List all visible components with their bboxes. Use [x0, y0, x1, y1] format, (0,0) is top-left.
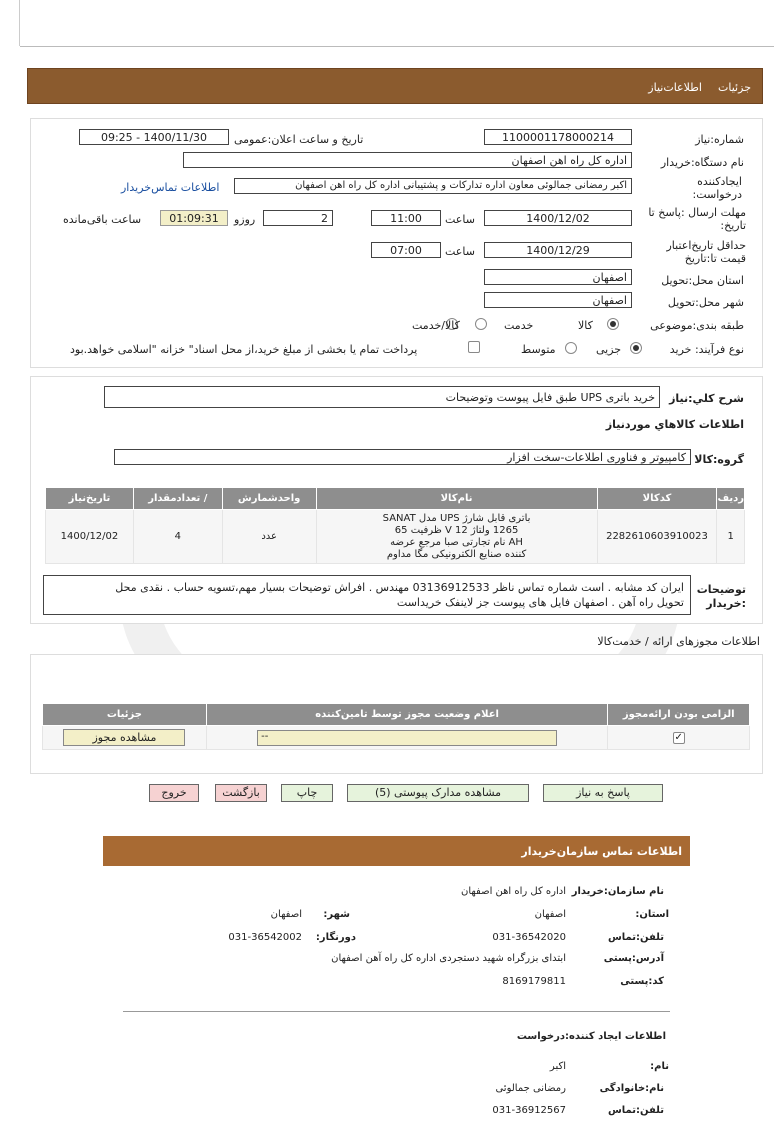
send-time-label: ساعت: [445, 213, 475, 226]
check-icon[interactable]: ✓: [674, 731, 683, 743]
tab-need-info[interactable]: اطلاعات‌نیاز: [648, 81, 702, 94]
city-label: شهر محل:تحویل: [667, 296, 744, 309]
col-code: کدکالا: [597, 488, 717, 510]
buyer-org-field: اداره کل راه اهن اصفهان: [183, 152, 632, 168]
permits-table: [42, 703, 750, 750]
address-value: ابتدای بزرگراه شهید دستجردی اداره کل راه آهن اصفهان: [331, 953, 566, 964]
cell-details: [43, 726, 207, 750]
table-row: [46, 510, 745, 564]
province-label: استان محل:تحویل: [661, 274, 744, 287]
first-name-label: نام:: [650, 1061, 669, 1072]
cell-date: 1400/12/02: [46, 510, 134, 564]
reply-button[interactable]: پاسخ به نیاز: [543, 784, 663, 802]
cell-index: 1: [717, 510, 745, 564]
goods-table: [45, 487, 745, 564]
creator-label: ایجادکننده درخواست:: [692, 175, 742, 201]
validity-time-field: 07:00: [371, 242, 441, 258]
city-value-2: اصفهان: [270, 909, 302, 920]
radio-service[interactable]: [475, 318, 487, 330]
radio-goods-service-label: کالا/خدمت: [412, 319, 460, 332]
cell-qty: 4: [133, 510, 222, 564]
days-label: روزو: [234, 213, 256, 226]
announce-field: 1400/11/30 - 09:25: [79, 129, 229, 145]
days-field: 2: [263, 210, 333, 226]
buyer-notes-field: [43, 575, 691, 615]
radio-medium-label: متوسط: [521, 343, 556, 356]
contact-header: [103, 836, 690, 866]
col-date: تاریخ‌نیاز: [46, 488, 134, 510]
buyer-notes-line: ایران کد مشابه . است شماره تماس ناظر 03136912533 مهندس . افراش توضیحات بسیار مهم،تسویه حساب . نقدی محل: [115, 581, 684, 594]
desc-field: خرید باتری UPS طبق فایل پیوست وتوضیحات: [104, 386, 660, 408]
view-permit-button[interactable]: مشاهده مجوز: [63, 729, 185, 746]
radio-medium[interactable]: [565, 342, 577, 354]
category-label: طبقه بندی:موضوعی: [650, 319, 744, 332]
print-button[interactable]: چاپ: [281, 784, 333, 802]
desc-label: شرح کلي:نیاز: [669, 392, 744, 405]
col-unit: واحدشمارش: [222, 488, 316, 510]
province-field: اصفهان: [484, 269, 632, 285]
creator-field: اکبر رمضانی جمالوئی معاون اداره تدارکات و پشتیبانی اداره کل راه اهن اصفهان: [234, 178, 632, 194]
col-index: ردیف: [717, 488, 745, 510]
last-name-label: نام:خانوادگی: [599, 1083, 664, 1094]
radio-partial[interactable]: [630, 342, 642, 354]
radio-goods-label: کالا: [578, 319, 593, 332]
buyer-notes-line: تحویل راه آهن . اصفهان فایل های پیوست جز لاینفک خریداست: [396, 596, 684, 609]
buyer-contact-link[interactable]: اطلاعات تماس‌خریدار: [121, 181, 220, 194]
send-deadline-label: مهلت ارسال :پاسخ تا تاریخ:: [648, 206, 746, 232]
announce-label: تاریخ و ساعت اعلان:عمومی: [234, 133, 364, 146]
radio-partial-label: جزیی: [596, 343, 622, 356]
send-date-field: 1400/12/02: [484, 210, 632, 226]
radio-goods[interactable]: [607, 318, 619, 330]
city-field: اصفهان: [484, 292, 632, 308]
remaining-label: ساعت باقی‌مانده: [63, 213, 142, 226]
need-number-label: شماره:نیاز: [695, 133, 744, 146]
phone-label: تلفن:تماس: [607, 932, 664, 943]
cell-unit: عدد: [222, 510, 316, 564]
postal-label: کد:پستی: [620, 976, 664, 987]
validity-time-label: ساعت: [445, 245, 475, 258]
col-status: اعلام وضعیت مجوز توسط تامین‌کننده: [206, 704, 608, 726]
postal-value: 8169179811: [502, 976, 566, 987]
status-field: --: [257, 730, 557, 746]
col-details: جزئیات: [43, 704, 207, 726]
phone-value: 031-36542020: [492, 932, 566, 943]
payment-checkbox[interactable]: [468, 341, 480, 353]
creator-title: اطلاعات ایجاد کننده:درخواست: [516, 1031, 666, 1042]
col-qty: / تعدادمقدار: [133, 488, 222, 510]
cell-name-line: کننده صنایع الکترونیکی مگا مداوم: [386, 548, 527, 560]
province-value-2: اصفهان: [534, 909, 566, 920]
divider: [20, 46, 774, 47]
col-required: الزامی بودن ارائه‌مجوز: [608, 704, 750, 726]
fax-value: 031-36542002: [228, 932, 302, 943]
payment-note: پرداخت تمام یا بخشی از مبلغ خرید،از محل اسناد" خزانه "اسلامی خواهد.بود: [70, 343, 418, 356]
page-header: [27, 68, 763, 104]
exit-button[interactable]: خروج: [149, 784, 199, 802]
buyer-org-label: نام دستگاه:خریدار: [660, 156, 744, 169]
cell-name-line: باتری قابل شارژ UPS مدل SANAT: [382, 512, 531, 524]
back-button[interactable]: بازگشت: [215, 784, 267, 802]
org-value: اداره کل راه اهن اصفهان: [461, 886, 566, 897]
org-label: نام سازمان:خریدار: [571, 886, 664, 897]
contact-title: اطلاعات تماس سازمان‌خریدار: [521, 845, 682, 858]
province-label-2: استان:: [635, 909, 669, 920]
permits-title: اطلاعات مجوزهای ارائه / خدمت‌کالا: [597, 635, 760, 648]
send-time-field: 11:00: [371, 210, 441, 226]
tab-details[interactable]: جزئیات: [718, 81, 751, 94]
last-name-value: رمضانی جمالوئی: [495, 1083, 566, 1094]
frame-line: [19, 0, 20, 46]
process-label: نوع فرآیند: خرید: [669, 343, 744, 356]
cell-name-line: AH نام تجارتی صبا مرجع عرضه: [390, 536, 523, 548]
validity-label: حداقل تاریخ‌اعتبار قیمت تا:تاریخ: [666, 239, 746, 265]
buyer-notes-label: توضیحات :خریدار: [696, 583, 746, 610]
first-name-value: اکبر: [549, 1061, 566, 1072]
cell-status: [206, 726, 608, 750]
radio-service-label: خدمت: [504, 319, 534, 332]
cell-name-line: 1265 ولتاژ V 12 ظرفیت 65: [394, 524, 519, 536]
table-row: [43, 726, 750, 750]
col-name: نام‌کالا: [316, 488, 597, 510]
need-number-field: 1100001178000214: [484, 129, 632, 145]
cell-required: [608, 726, 750, 750]
cell-code: 2282610603910023: [597, 510, 717, 564]
address-label: آدرس:پستی: [603, 953, 664, 964]
goods-info-title: اطلاعات کالاهاي موردنياز: [605, 418, 744, 431]
attachments-button[interactable]: مشاهده مدارک پیوستی (5): [347, 784, 529, 802]
city-label-2: شهر:: [323, 909, 350, 920]
creator-phone-value: 031-36912567: [492, 1105, 566, 1116]
remaining-timer: 01:09:31: [160, 210, 228, 226]
group-label: گروه:کالا: [694, 453, 744, 466]
group-field: کامپیوتر و فناوری اطلاعات-سخت افزار: [114, 449, 691, 465]
fax-label: دورنگار:: [315, 932, 356, 943]
creator-phone-label: تلفن:تماس: [607, 1105, 664, 1116]
cell-name: [316, 510, 597, 564]
contact-divider: [123, 1011, 670, 1012]
validity-date-field: 1400/12/29: [484, 242, 632, 258]
